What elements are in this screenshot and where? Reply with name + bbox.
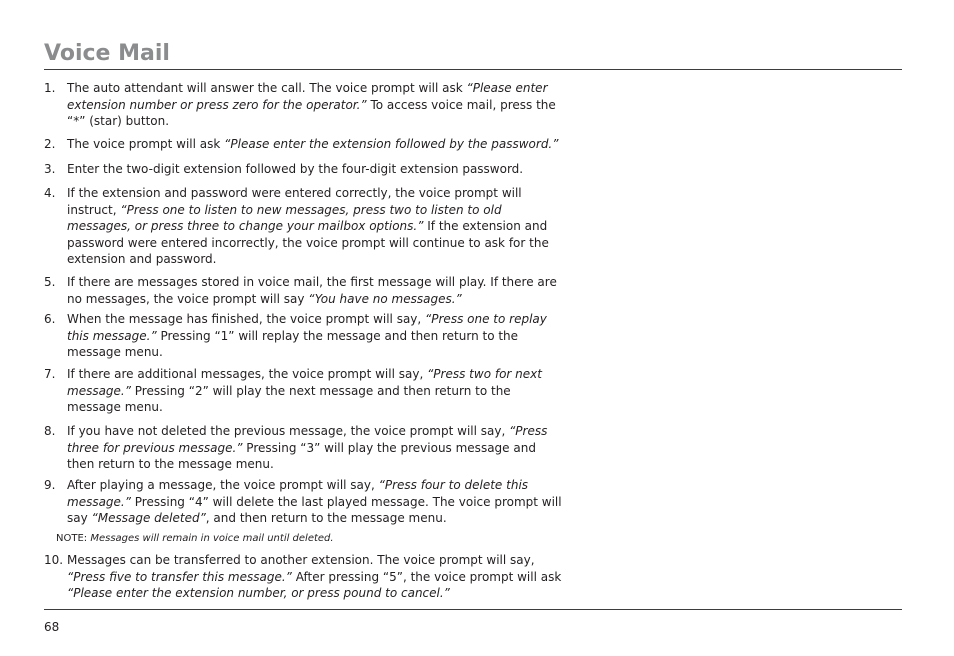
item-text-run: If you have not deleted the previous message, the voice prompt will say, <box>67 424 510 438</box>
list-item <box>44 161 564 178</box>
item-number: 9. <box>44 478 56 492</box>
item-text <box>67 366 564 416</box>
list-item <box>44 136 564 153</box>
item-text-run: , and then return to the message menu. <box>205 511 447 525</box>
item-number: 2. <box>44 137 56 151</box>
voice-prompt-quote: “Message deleted” <box>91 511 206 525</box>
list-item <box>44 423 564 473</box>
item-text <box>67 552 564 602</box>
list-item <box>44 552 564 602</box>
item-text-run: If the extension and password were entered incorrectly, the voice prompt will continue to ask for the extension and password. <box>67 219 549 266</box>
item-text-run: If there are messages stored in voice mail, the first message will play. If there are no messages, the voice prompt will say <box>67 275 557 306</box>
item-text <box>67 161 564 178</box>
item-number: 1. <box>44 81 56 95</box>
page-title: Voice Mail <box>44 41 170 66</box>
voice-prompt-quote: “Please enter extension number or press zero for the operator.” <box>67 81 548 112</box>
voice-prompt-quote: “Please enter the extension followed by the password.” <box>224 137 559 151</box>
voice-prompt-quote: “Press five to transfer this message.” <box>67 569 292 584</box>
list-item <box>44 274 564 307</box>
voice-prompt-quote: “Press four to delete this message.” <box>67 478 529 509</box>
voice-prompt-quote: “You have no messages.” <box>308 291 462 306</box>
item-text <box>67 311 564 361</box>
item-text-run: If the extension and password were entered correctly, the voice prompt will instruct, <box>67 186 522 217</box>
voice-prompt-quote: “Press one to replay this message.” <box>67 312 547 343</box>
item-text <box>67 80 564 130</box>
voice-prompt-quote: “Press three for previous message.” <box>67 424 548 455</box>
item-number: 7. <box>44 367 56 381</box>
item-text-run: When the message has finished, the voice prompt will say, <box>67 312 426 326</box>
voice-prompt-quote: “Press one to listen to new messages, press two to listen to old messages, or press three to change your mailbox options.” <box>67 202 502 233</box>
note-label: NOTE: <box>56 533 88 544</box>
item-text-run: If there are additional messages, the voice prompt will say, <box>67 367 428 381</box>
item-text <box>67 274 564 307</box>
item-text-run: Pressing “2” will play the next message and then return to the message menu. <box>67 383 511 414</box>
item-text-run: To access voice mail, press the “*” (star) button. <box>67 97 556 128</box>
item-text-run: After playing a message, the voice prompt will say, <box>67 478 379 492</box>
item-text-run: The voice prompt will ask <box>67 137 225 151</box>
item-text <box>67 185 564 268</box>
list-item <box>44 80 564 130</box>
list-item <box>44 366 564 416</box>
footer-divider <box>44 609 902 610</box>
item-text-run: The auto attendant will answer the call. The voice prompt will ask <box>67 81 467 95</box>
list-item <box>44 311 564 361</box>
note-text: Messages will remain in voice mail until deleted. <box>90 533 334 544</box>
item-number: 8. <box>44 424 56 438</box>
item-text-run: Pressing “3” will play the previous message and then return to the message menu. <box>67 440 536 471</box>
item-number: 5. <box>44 275 56 289</box>
list-item <box>44 477 564 527</box>
title-divider <box>44 69 902 70</box>
item-text-run: After pressing “5”, the voice prompt will ask <box>291 569 562 584</box>
item-number: 3. <box>44 162 56 176</box>
voice-prompt-quote: “Press two for next message.” <box>67 367 542 398</box>
page-number: 68 <box>44 620 60 634</box>
item-number: 10. <box>44 553 64 567</box>
item-text-run: Enter the two-digit extension followed by the four-digit extension password. <box>67 162 524 176</box>
item-text-run: Messages can be transferred to another extension. The voice prompt will say, <box>67 553 535 567</box>
note <box>56 532 334 546</box>
list-item <box>44 185 564 268</box>
item-text-run: Pressing “1” will replay the message and then return to the message menu. <box>67 328 519 359</box>
item-text <box>67 477 564 527</box>
item-number: 6. <box>44 312 56 326</box>
item-number: 4. <box>44 186 56 200</box>
item-text <box>67 423 564 473</box>
item-text <box>67 136 564 153</box>
voice-prompt-quote: “Please enter the extension number, or press pound to cancel.” <box>67 586 450 600</box>
item-text-run: Pressing “4” will delete the last played message. The voice prompt will say <box>67 494 562 525</box>
